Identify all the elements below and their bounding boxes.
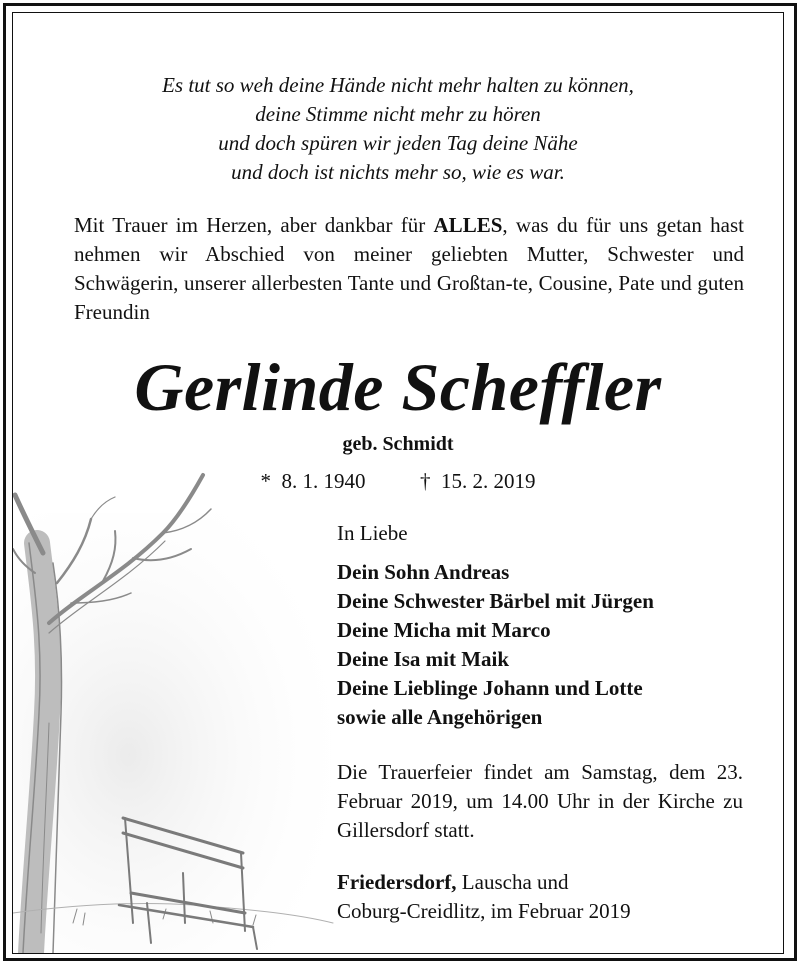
obituary-notice bbox=[12, 12, 784, 954]
mourner-name: Deine Isa mit Maik bbox=[337, 647, 510, 671]
funeral-info: Die Trauerfeier findet am Samstag, dem 23. Februar 2019, um 14.00 Uhr in der Kirche zu Gillersdorf statt. bbox=[337, 760, 743, 842]
maiden-name: geb. Schmidt bbox=[342, 433, 454, 455]
mourner-name: Dein Sohn Andreas bbox=[337, 560, 510, 584]
birth-symbol: * bbox=[260, 469, 271, 493]
poem-line: und doch spüren wir jeden Tag deine Nähe bbox=[218, 131, 578, 155]
poem-line: und doch ist nichts mehr so, wie es war. bbox=[231, 160, 565, 184]
place-and-date bbox=[337, 868, 743, 926]
mourners-block bbox=[337, 519, 743, 926]
death-symbol: † bbox=[420, 469, 431, 493]
mourners-intro: In Liebe bbox=[337, 521, 408, 545]
intro-text-after: , was du für uns getan hast nehmen wir Abschied von meiner geliebten Mutter, Schwester und Schwägerin, unserer allerbesten Tante und Großtan-te, Cousine, Pate und guten Freundin bbox=[74, 213, 744, 324]
life-dates bbox=[13, 467, 783, 495]
intro-paragraph bbox=[74, 211, 744, 327]
poem-line: Es tut so weh deine Hände nicht mehr halten zu können, bbox=[162, 73, 634, 97]
intro-emphasis: ALLES bbox=[433, 213, 503, 237]
mourner-name: sowie alle Angehörigen bbox=[337, 705, 543, 729]
mourner-name: Deine Micha mit Marco bbox=[337, 618, 551, 642]
place-line2: Coburg-Creidlitz, im Februar 2019 bbox=[337, 899, 631, 923]
poem bbox=[13, 71, 783, 187]
outer-border bbox=[3, 3, 797, 961]
intro-text-before: Mit Trauer im Herzen, aber dankbar für bbox=[74, 213, 434, 237]
place-rest: Lauscha und bbox=[456, 870, 569, 894]
mourner-name: Deine Schwester Bärbel mit Jürgen bbox=[337, 589, 654, 613]
tree-and-bench-illustration bbox=[13, 453, 343, 953]
poem-line: deine Stimme nicht mehr zu hören bbox=[255, 102, 541, 126]
mourner-name: Deine Lieblinge Johann und Lotte bbox=[337, 676, 643, 700]
death-date: 15. 2. 2019 bbox=[441, 469, 536, 493]
deceased-name: Gerlinde Scheffler bbox=[134, 349, 662, 425]
birth-date: 8. 1. 1940 bbox=[281, 469, 366, 493]
place-bold: Friedersdorf, bbox=[337, 870, 457, 894]
mourners-list bbox=[337, 558, 743, 732]
